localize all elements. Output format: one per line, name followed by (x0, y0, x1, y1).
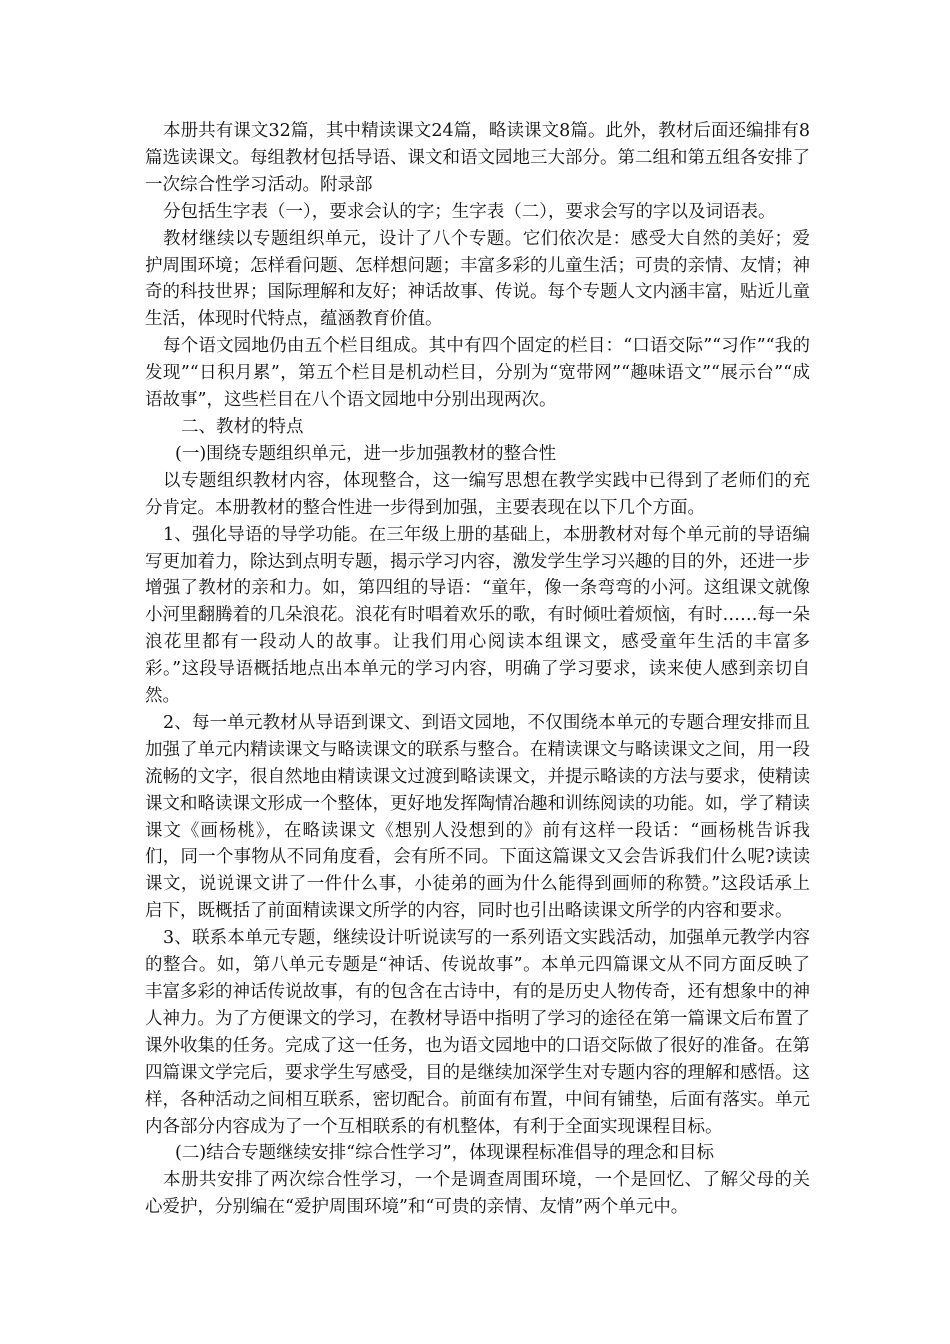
subheading-one: (一)围绕专题组织单元，进一步加强教材的整合性 (175, 443, 557, 464)
paragraph-point-1: 1、强化导语的导学功能。在三年级上册的基础上，本册教材对每个单元前的导语编写更加着力，除达到点明专题，揭示学习内容，激发学生学习兴趣的目的外，还进一步增强了教材的亲和力。如，第四组的导语：“童年，像一条弯弯的小河。这组课文就像小河里翻腾着的几朵浪花。浪花有时唱着欢乐的歌，有时倾吐着烦恼，有时……每一朵浪花里都有一段动人的故事。让我们用心阅读本组课文，感受童年生活的丰富多彩。”这段导语概括地点出本单元的学习内容，明确了学习要求，读来使人感到亲切自然。 (145, 524, 810, 707)
section-heading-features: 二、教材的特点 (181, 416, 304, 437)
paragraph-comprehensive: 本册共安排了两次综合性学习，一个是调查周围环境，一个是回忆、了解父母的关心爱护，分别编在“爱护周围环境”和“可贵的亲情、友情”两个单元中。 (145, 1170, 810, 1218)
document-body (145, 118, 810, 1221)
paragraph-appendix: 分包括生字表（一），要求会认的字；生字表（二），要求会写的字以及词语表。 (163, 201, 776, 222)
paragraph-integration: 以专题组织教材内容，体现整合，这一编写思想在教学实践中已得到了老师们的充分肯定。本册教材的整合性进一步得到加强，主要表现在以下几个方面。 (145, 470, 810, 518)
paragraph-intro: 本册共有课文32篇，其中精读课文24篇，略读课文8篇。此外，教材后面还编排有8篇选读课文。每组教材包括导语、课文和语文园地三大部分。第二组和第五组各安排了一次综合性学习活动。附录部 (145, 121, 810, 195)
paragraph-point-2: 2、每一单元教材从导语到课文、到语文园地，不仅围绕本单元的专题合理安排而且加强了单元内精读课文与略读课文的联系与整合。在精读课文与略读课文之间，用一段流畅的文字，很自然地由精读课文过渡到略读课文，并提示略读的方法与要求，使精读课文和略读课文形成一个整体，更好地发挥陶情冶趣和训练阅读的功能。如，学了精读课文《画杨桃》，在略读课文《想别人没想到的》前有这样一段话：“画杨桃告诉我们，同一个事物从不同角度看，会有所不同。下面这篇课文又会告诉我们什么呢?读读课文，说说课文讲了一件什么事，小徒弟的画为什么能得到画师的称赞。”这段话承上启下，既概括了前面精读课文所学的内容，同时也引出略读课文所学的内容和要求。 (145, 712, 810, 922)
paragraph-garden-columns: 每个语文园地仍由五个栏目组成。其中有四个固定的栏目：“口语交际”“习作”“我的发现”“日积月累”，第五个栏目是机动栏目，分别为“宽带网”“趣味语文”“展示台”“成语故事”，这些栏目在八个语文园地中分别出现两次。 (145, 336, 810, 411)
subheading-two: (二)结合专题继续安排“综合性学习”，体现课程标准倡导的理念和目标 (175, 1143, 715, 1164)
paragraph-point-3: 3、联系本单元专题，继续设计听说读写的一系列语文实践活动，加强单元教学内容的整合。如，第八单元专题是“神话、传说故事”。本单元四篇课文从不同方面反映了丰富多彩的神话传说故事，有的包含在古诗中，有的是历史人物传奇，还有想象中的神人神力。为了方便课文的学习，在教材导语中指明了学习的途径在第一篇课文后布置了课外收集的任务。完成了这一任务，也为语文园地中的口语交际做了很好的准备。在第四篇课文学完后，要求学生写感受，目的是继续加深学生对专题内容的理解和感悟。这样，各种活动之间相互联系，密切配合。前面有布置，中间有铺垫，后面有落实。单元内各部分内容成为了一个互相联系的有机整体，有利于全面实现课程目标。 (145, 928, 810, 1137)
paragraph-topics: 教材继续以专题组织单元，设计了八个专题。它们依次是：感受大自然的美好；爱护周围环境；怎样看问题、怎样想问题；丰富多彩的儿童生活；可贵的亲情、友情；神奇的科技世界；国际理解和友好；神话故事、传说。每个专题人文内涵丰富，贴近儿童生活，体现时代特点，蕴涵教育价值。 (145, 228, 810, 330)
